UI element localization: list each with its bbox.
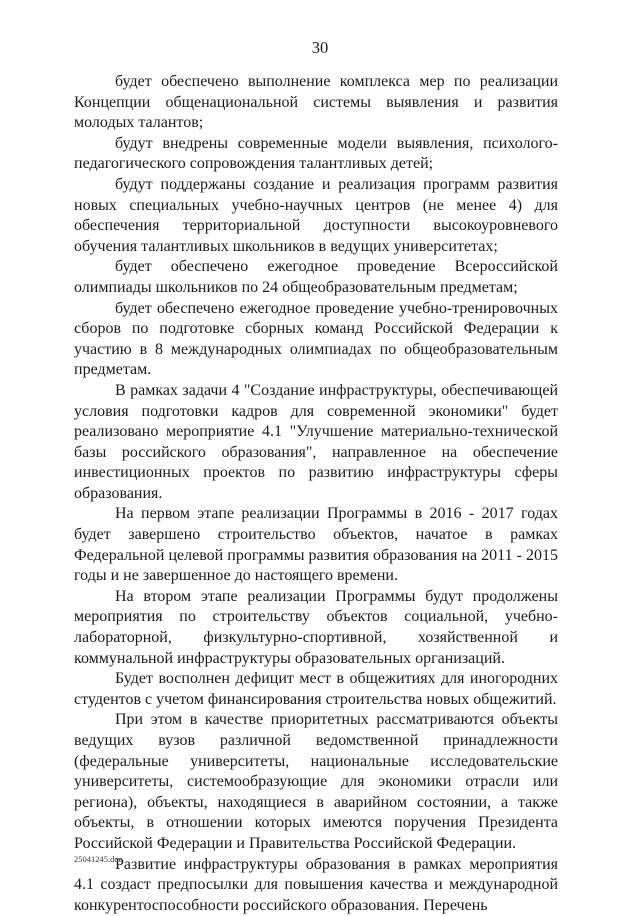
paragraph: При этом в качестве приоритетных рассматриваются объекты ведущих вузов различной ведомственной принадлежности (федеральные университеты, национальные исследовательские университеты, системообразующие для экономики отрасли или региона), объекты, находящиеся в аварийном состоянии, а также объекты, в отношении которых имеются поручения Президента Российской Федерации и Правительства Российской Федерации. [74,711,558,852]
paragraph: Будет восполнен дефицит мест в общежитиях для иногородних студентов с учетом финансирования строительства новых общежитий. [74,670,558,708]
paragraph: На втором этапе реализации Программы будут продолжены мероприятия по строительству объектов социальной, учебно-лабораторной, физкультурно-спортивной, хозяйственной и коммунальной инфраструктуры образовательных организаций. [74,587,558,667]
paragraph: будет обеспечено выполнение комплекса мер по реализации Концепции общенациональной системы выявления и развития молодых талантов; [74,73,558,132]
paragraph: будут внедрены современные модели выявления, психолого-педагогического сопровождения талантливых детей; [74,134,558,173]
document-body [74,72,558,916]
paragraph: будет обеспечено ежегодное проведение Всероссийской олимпиады школьников по 24 общеобразовательным предметам; [74,258,558,296]
paragraph: На первом этапе реализации Программы в 2016 - 2017 годах будет завершено строительство объектов, начатое в рамках Федеральной целевой программы развития образования на 2011 - 2015 годы и не завершенное до настоящего времени. [74,505,558,585]
paragraph: будут поддержаны создание и реализация программ развития новых специальных учебно-научных центров (не менее 4) для обеспечения территориальной доступности высокоуровневого обучения талантливых школьников в ведущих университетах; [74,175,558,255]
page-number: 30 [311,38,329,57]
paragraph: Развитие инфраструктуры образования в рамках мероприятия 4.1 создаст предпосылки для повышения качества и международной конкурентоспособности российского образования. Перечень [74,855,558,914]
paragraph: В рамках задачи 4 "Создание инфраструктуры, обеспечивающей условия подготовки кадров для современной экономики" будет реализовано мероприятие 4.1 "Улучшение материально-технической базы российского образования", направленное на обеспечение инвестиционных проектов по развитию инфраструктуры сферы образования. [74,381,558,502]
document-filename-footer: 25041245.doc [74,854,123,864]
paragraph: будет обеспечено ежегодное проведение учебно-тренировочных сборов по подготовке сборных команд Российской Федерации к участию в 8 международных олимпиадах по общеобразовательным предметам. [74,299,558,379]
